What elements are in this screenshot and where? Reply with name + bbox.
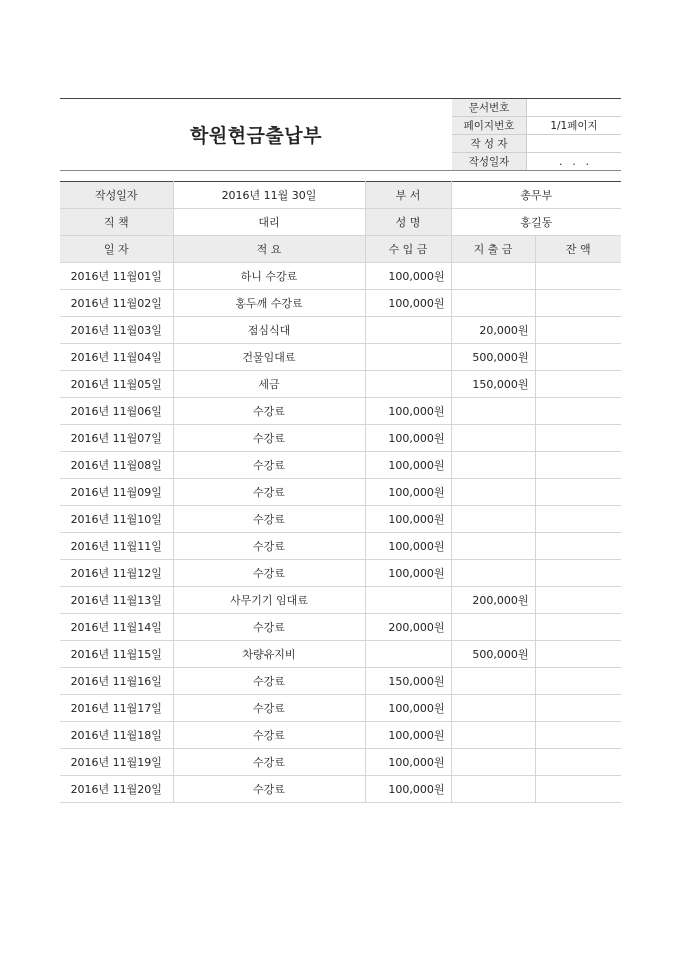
ledger-cell-date: 2016년 11월19일 bbox=[60, 749, 173, 776]
meta-row-page bbox=[452, 117, 621, 135]
ledger-cell-income: 100,000원 bbox=[365, 452, 451, 479]
ledger-cell-date: 2016년 11월07일 bbox=[60, 425, 173, 452]
ledger-row bbox=[60, 290, 621, 317]
ledger-cell-date: 2016년 11월16일 bbox=[60, 668, 173, 695]
ledger-cell-date: 2016년 11월17일 bbox=[60, 695, 173, 722]
ledger-cell-income: 100,000원 bbox=[365, 749, 451, 776]
ledger-cell-balance bbox=[535, 587, 621, 614]
info-row-position-name bbox=[60, 209, 621, 236]
ledger-cell-expense: 200,000원 bbox=[451, 587, 535, 614]
ledger-cell-expense bbox=[451, 560, 535, 587]
ledger-cell-income: 100,000원 bbox=[365, 425, 451, 452]
ledger-cell-income bbox=[365, 371, 451, 398]
ledger-cell-date: 2016년 11월13일 bbox=[60, 587, 173, 614]
ledger-cell-income bbox=[365, 317, 451, 344]
ledger-cell-income: 100,000원 bbox=[365, 533, 451, 560]
info-label-name: 성 명 bbox=[365, 209, 451, 236]
ledger-row bbox=[60, 614, 621, 641]
ledger-cell-income bbox=[365, 587, 451, 614]
meta-value-page: 1/1페이지 bbox=[527, 117, 622, 135]
ledger-cell-income: 100,000원 bbox=[365, 263, 451, 290]
ledger-cell-expense bbox=[451, 398, 535, 425]
column-header-income: 수 입 금 bbox=[365, 236, 451, 263]
info-label-position: 직 책 bbox=[60, 209, 173, 236]
ledger-cell-income bbox=[365, 344, 451, 371]
info-value-date: 2016년 11월 30일 bbox=[173, 182, 365, 209]
ledger-cell-balance bbox=[535, 641, 621, 668]
meta-label-doc-no: 문서번호 bbox=[452, 99, 527, 117]
ledger-row bbox=[60, 425, 621, 452]
ledger-cell-summary: 세금 bbox=[173, 371, 365, 398]
meta-label-date: 작성일자 bbox=[452, 153, 527, 171]
ledger-row bbox=[60, 506, 621, 533]
meta-row-author bbox=[452, 135, 621, 153]
ledger-cell-income: 100,000원 bbox=[365, 560, 451, 587]
ledger-cell-date: 2016년 11월03일 bbox=[60, 317, 173, 344]
meta-value-author bbox=[527, 135, 622, 153]
ledger-cell-expense bbox=[451, 776, 535, 803]
ledger-cell-expense bbox=[451, 614, 535, 641]
cash-ledger-table bbox=[60, 181, 621, 803]
ledger-cell-summary: 수강료 bbox=[173, 452, 365, 479]
ledger-cell-summary: 차량유지비 bbox=[173, 641, 365, 668]
ledger-cell-balance bbox=[535, 506, 621, 533]
ledger-cell-date: 2016년 11월10일 bbox=[60, 506, 173, 533]
column-header-date: 일 자 bbox=[60, 236, 173, 263]
ledger-cell-summary: 수강료 bbox=[173, 506, 365, 533]
ledger-cell-balance bbox=[535, 371, 621, 398]
ledger-cell-summary: 사무기기 임대료 bbox=[173, 587, 365, 614]
ledger-cell-date: 2016년 11월06일 bbox=[60, 398, 173, 425]
ledger-cell-expense: 20,000원 bbox=[451, 317, 535, 344]
ledger-cell-summary: 수강료 bbox=[173, 560, 365, 587]
ledger-cell-balance bbox=[535, 479, 621, 506]
ledger-cell-summary: 하니 수강료 bbox=[173, 263, 365, 290]
ledger-cell-balance bbox=[535, 533, 621, 560]
ledger-cell-date: 2016년 11월08일 bbox=[60, 452, 173, 479]
ledger-cell-expense bbox=[451, 533, 535, 560]
meta-label-author: 작 성 자 bbox=[452, 135, 527, 153]
ledger-row bbox=[60, 560, 621, 587]
ledger-cell-income: 100,000원 bbox=[365, 722, 451, 749]
ledger-cell-balance bbox=[535, 560, 621, 587]
info-label-dept: 부 서 bbox=[365, 182, 451, 209]
ledger-cell-expense bbox=[451, 722, 535, 749]
ledger-cell-summary: 점심식대 bbox=[173, 317, 365, 344]
ledger-cell-expense bbox=[451, 668, 535, 695]
column-header-balance: 잔 액 bbox=[535, 236, 621, 263]
ledger-cell-summary: 수강료 bbox=[173, 776, 365, 803]
ledger-cell-expense: 150,000원 bbox=[451, 371, 535, 398]
ledger-cell-expense bbox=[451, 425, 535, 452]
ledger-cell-balance bbox=[535, 749, 621, 776]
info-value-dept: 총무부 bbox=[451, 182, 621, 209]
ledger-cell-income: 150,000원 bbox=[365, 668, 451, 695]
ledger-cell-expense bbox=[451, 479, 535, 506]
ledger-cell-expense: 500,000원 bbox=[451, 344, 535, 371]
ledger-row bbox=[60, 776, 621, 803]
ledger-row bbox=[60, 317, 621, 344]
ledger-cell-income: 100,000원 bbox=[365, 479, 451, 506]
ledger-row bbox=[60, 452, 621, 479]
ledger-cell-balance bbox=[535, 398, 621, 425]
ledger-cell-balance bbox=[535, 776, 621, 803]
ledger-cell-date: 2016년 11월20일 bbox=[60, 776, 173, 803]
ledger-cell-summary: 건물임대료 bbox=[173, 344, 365, 371]
meta-row-doc-no bbox=[452, 99, 621, 117]
ledger-cell-balance bbox=[535, 425, 621, 452]
ledger-cell-date: 2016년 11월09일 bbox=[60, 479, 173, 506]
ledger-cell-income: 100,000원 bbox=[365, 695, 451, 722]
document-meta-table bbox=[452, 99, 621, 170]
ledger-cell-income: 200,000원 bbox=[365, 614, 451, 641]
ledger-cell-balance bbox=[535, 263, 621, 290]
ledger-cell-balance bbox=[535, 614, 621, 641]
ledger-cell-balance bbox=[535, 695, 621, 722]
ledger-cell-balance bbox=[535, 317, 621, 344]
ledger-cell-income: 100,000원 bbox=[365, 290, 451, 317]
ledger-cell-summary: 수강료 bbox=[173, 533, 365, 560]
meta-row-date bbox=[452, 153, 621, 171]
ledger-cell-summary: 수강료 bbox=[173, 695, 365, 722]
ledger-row bbox=[60, 398, 621, 425]
ledger-cell-summary: 수강료 bbox=[173, 479, 365, 506]
ledger-cell-summary: 수강료 bbox=[173, 722, 365, 749]
ledger-cell-balance bbox=[535, 668, 621, 695]
ledger-cell-expense bbox=[451, 263, 535, 290]
ledger-row bbox=[60, 533, 621, 560]
info-value-position: 대리 bbox=[173, 209, 365, 236]
ledger-row bbox=[60, 263, 621, 290]
ledger-cell-summary: 수강료 bbox=[173, 749, 365, 776]
ledger-row bbox=[60, 641, 621, 668]
ledger-row bbox=[60, 695, 621, 722]
ledger-cell-summary: 수강료 bbox=[173, 614, 365, 641]
ledger-row bbox=[60, 587, 621, 614]
column-header-expense: 지 출 금 bbox=[451, 236, 535, 263]
ledger-cell-date: 2016년 11월14일 bbox=[60, 614, 173, 641]
ledger-cell-date: 2016년 11월02일 bbox=[60, 290, 173, 317]
ledger-cell-date: 2016년 11월15일 bbox=[60, 641, 173, 668]
ledger-row bbox=[60, 722, 621, 749]
column-header-row bbox=[60, 236, 621, 263]
meta-label-page: 페이지번호 bbox=[452, 117, 527, 135]
ledger-cell-expense bbox=[451, 452, 535, 479]
ledger-cell-income: 100,000원 bbox=[365, 776, 451, 803]
ledger-cell-date: 2016년 11월11일 bbox=[60, 533, 173, 560]
ledger-cell-expense: 500,000원 bbox=[451, 641, 535, 668]
ledger-cell-date: 2016년 11월18일 bbox=[60, 722, 173, 749]
ledger-cell-date: 2016년 11월05일 bbox=[60, 371, 173, 398]
ledger-cell-income bbox=[365, 641, 451, 668]
ledger-cell-summary: 홍두깨 수강료 bbox=[173, 290, 365, 317]
ledger-row bbox=[60, 344, 621, 371]
ledger-cell-balance bbox=[535, 290, 621, 317]
document-title: 학원현금출납부 bbox=[190, 124, 322, 147]
ledger-cell-summary: 수강료 bbox=[173, 398, 365, 425]
column-header-summary: 적 요 bbox=[173, 236, 365, 263]
ledger-cell-balance bbox=[535, 344, 621, 371]
ledger-row bbox=[60, 749, 621, 776]
ledger-cell-date: 2016년 11월12일 bbox=[60, 560, 173, 587]
ledger-cell-summary: 수강료 bbox=[173, 425, 365, 452]
ledger-row bbox=[60, 479, 621, 506]
ledger-cell-balance bbox=[535, 722, 621, 749]
header-bottom-rule bbox=[60, 170, 621, 171]
ledger-cell-date: 2016년 11월04일 bbox=[60, 344, 173, 371]
ledger-cell-balance bbox=[535, 452, 621, 479]
ledger-cell-expense bbox=[451, 749, 535, 776]
meta-value-date: . . . bbox=[527, 153, 622, 171]
info-value-name: 홍길동 bbox=[451, 209, 621, 236]
meta-value-doc-no bbox=[527, 99, 622, 117]
ledger-cell-date: 2016년 11월01일 bbox=[60, 263, 173, 290]
ledger-cell-income: 100,000원 bbox=[365, 398, 451, 425]
ledger-cell-expense bbox=[451, 506, 535, 533]
ledger-cell-summary: 수강료 bbox=[173, 668, 365, 695]
ledger-row bbox=[60, 371, 621, 398]
ledger-cell-expense bbox=[451, 695, 535, 722]
ledger-row bbox=[60, 668, 621, 695]
info-row-date-dept bbox=[60, 182, 621, 209]
info-label-date: 작성일자 bbox=[60, 182, 173, 209]
ledger-cell-expense bbox=[451, 290, 535, 317]
ledger-cell-income: 100,000원 bbox=[365, 506, 451, 533]
